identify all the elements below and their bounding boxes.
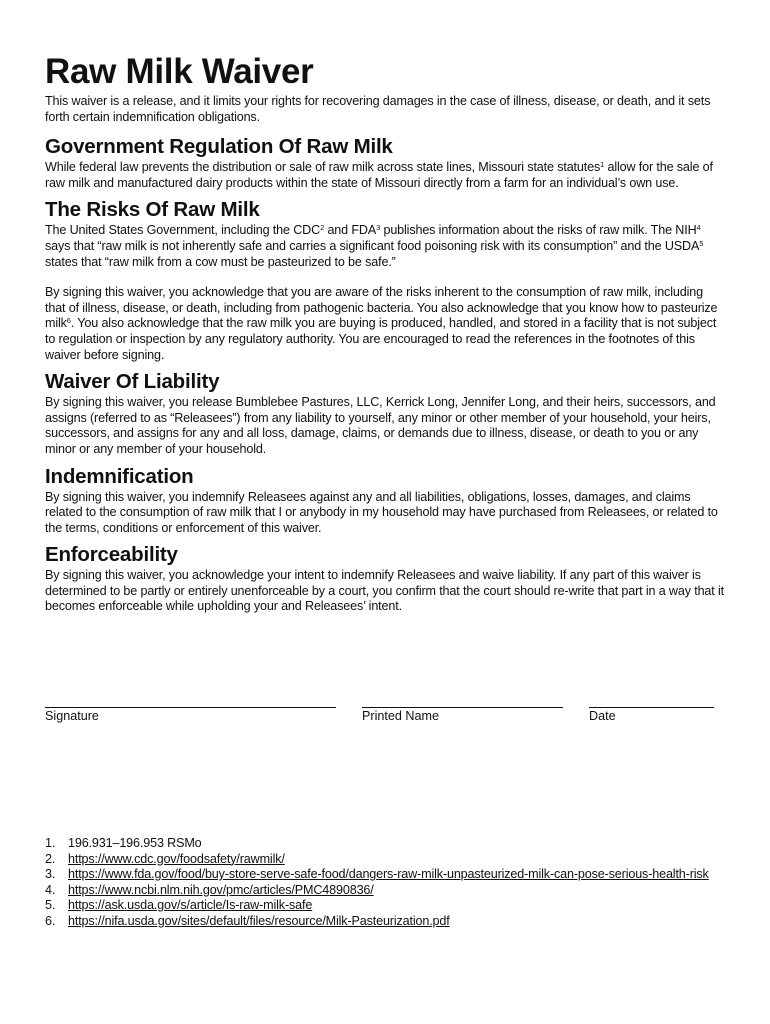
date-field[interactable] [589,697,714,723]
signature-block [45,697,725,727]
footnote-text: 196.931–196.953 RSMo [68,836,202,850]
liability-heading: Waiver Of Liability [45,370,220,394]
liability-paragraph: By signing this waiver, you release Bumblebee Pastures, LLC, Kerrick Long, Jennifer Long, and their heirs, successors, and assigns (referred to as “Releasees”) from any liability to yourself, any minor or other member of your household, your heirs, successors, and assigns for any and all loss, damage, claims, or demands due to illness, disease, or death to you or any minor or any member of your household. [45,395,716,456]
footnote-ref-3: 3 [376,223,381,233]
risks-heading: The Risks Of Raw Milk [45,198,260,222]
footnote-4 [45,883,725,899]
enforceability-heading: Enforceability [45,543,178,567]
footnote-number: 5. [45,898,56,913]
footnote-5 [45,898,725,914]
signature-label: Signature [45,709,99,723]
date-label: Date [589,709,616,723]
printed-name-line [362,697,563,708]
footnote-ref-4: 4 [696,223,701,233]
footnote-3 [45,867,725,883]
waiver-content [45,50,725,615]
footnote-number: 1. [45,836,56,850]
indemnification-heading: Indemnification [45,464,194,488]
footnote-number: 6. [45,913,56,928]
printed-name-label: Printed Name [362,709,439,723]
date-line [589,697,714,708]
footnote-link-ncbi[interactable]: https://www.ncbi.nlm.nih.gov/pmc/articles/PMC4890836/ [68,882,374,897]
footnote-ref-1: 1 [600,160,605,170]
signature-field[interactable] [45,697,336,723]
footnote-ref-2: 2 [320,223,325,233]
footnote-1 [45,836,725,852]
page-title: Raw Milk Waiver [45,52,314,91]
footnote-ref-6: 6 [66,316,71,326]
footnote-number: 4. [45,882,56,897]
footnotes-list [45,836,725,930]
signature-line [45,697,336,708]
government-heading: Government Regulation Of Raw Milk [45,135,393,159]
footnote-2 [45,852,725,868]
government-paragraph: While federal law prevents the distribution or sale of raw milk across state lines, Missouri state statutes$^1$ allow for the sale of raw milk and manufactured dairy products within the state of Missouri directly from a farm for an individual’s own use. [45,160,713,190]
footnote-link-cdc[interactable]: https://www.cdc.gov/foodsafety/rawmilk/ [68,851,285,866]
risks-paragraph-2: By signing this waiver, you acknowledge that you are aware of the risks inherent to the consumption of raw milk, including that of illness, disease, or death, including from pathogenic bacteria. You also acknowledge that you know how to pasteurize milk$^6$. You also acknowledge that the raw milk you are buying is produced, handled, and stored in a facility that is not subject to regulation or inspection by any regulatory authority. You are encouraged to read the references in the footnotes of this waiver before signing. [45,285,718,362]
footnote-link-usda[interactable]: https://ask.usda.gov/s/article/Is-raw-milk-safe [68,898,313,913]
footnote-number: 2. [45,851,56,866]
footnote-number: 3. [45,867,56,882]
enforceability-paragraph: By signing this waiver, you acknowledge your intent to indemnify Releasees and waive liability. If any part of this waiver is determined to be partly or entirely unenforceable by a court, you confirm that the court should re-write that part in a way that it becomes enforceable while upholding your and Releasees’ intent. [45,568,724,614]
footnote-link-fda[interactable]: https://www.fda.gov/food/buy-store-serve-safe-food/dangers-raw-milk-unpasteurized-milk-can-pose-serious-health-risk [68,867,709,882]
footnote-6 [45,914,725,930]
footnote-ref-5: 5 [699,238,704,248]
intro-paragraph: This waiver is a release, and it limits your rights for recovering damages in the case of illness, disease, or death, and it sets forth certain indemnification obligations. [45,94,711,124]
indemnification-paragraph: By signing this waiver, you indemnify Releasees against any and all liabilities, obligations, losses, damages, and claims related to the consumption of raw milk that I or anybody in my household may have purchased from Releasees, or related to the terms, conditions or enforcement of this waiver. [45,489,718,535]
printed-name-field[interactable] [362,697,563,723]
footnote-link-nifa[interactable]: https://nifa.usda.gov/sites/default/files/resource/Milk-Pasteurization.pdf [68,913,450,928]
risks-paragraph-1: The United States Government, including the CDC$^2$ and FDA$^3$ publishes information about the risks of raw milk. The NIH$^4$ says that “raw milk is not inherently safe and carries a significant food poisoning risk with its consumption” and the USDA$^5$ states that “raw milk from a cow must be pasteurized to be safe.” [45,223,704,269]
